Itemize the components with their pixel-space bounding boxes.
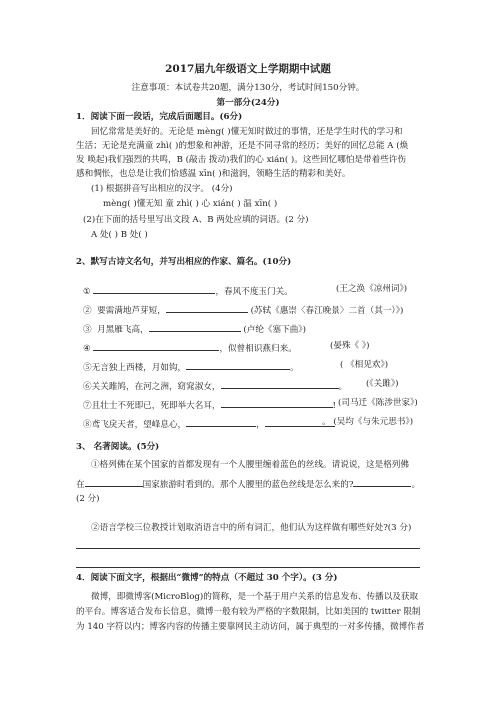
poem-source: (王之涣《凉州词》) xyxy=(336,284,408,294)
poem-text: 关关雎鸠，在河之洲，窈窕淑女， xyxy=(91,382,221,392)
q1-paragraph-line: 生活；无论是充满童 zhì( )的想象和神游，还是不同寻常的经历；美好的回忆总能 A (焕 xyxy=(76,141,409,151)
poem-source: (卢纶《塞下曲》) xyxy=(243,325,306,335)
item-number: ③ xyxy=(83,325,92,335)
q3-text: ①格列佛在某个国家的首都发现有一个人腰里缠着蓝色的丝线。请说说，这是格列佛 xyxy=(91,460,409,470)
poem-line xyxy=(83,322,306,336)
answer-line[interactable] xyxy=(76,548,420,549)
poem-source: 。 (吴均《与朱元思书》) xyxy=(322,417,414,427)
answer-blank[interactable] xyxy=(353,477,411,487)
q4-text: 的平台。博客适合发布长信息，微博一般有较为严格的字数限制，比如美国的 twitter 限制 xyxy=(76,607,421,617)
poem-source: ( 《相见欢》) xyxy=(340,360,389,370)
answer-blank[interactable] xyxy=(221,398,333,408)
poem-text: 且壮士不死即已，死即举大名耳， xyxy=(91,401,221,411)
poem-line xyxy=(83,398,336,412)
poem-text: ，似曾相识燕归来。 xyxy=(219,344,297,354)
q3-heading: 3、 名著阅读。(5分) xyxy=(76,442,160,452)
answer-blank[interactable] xyxy=(93,284,215,294)
poem-source: (晏殊《 》) xyxy=(330,341,370,351)
poem-source: (苏轼《惠崇〈春江晚景〉二首（其一）》) xyxy=(250,306,404,316)
q4-text: 微博，即微博客(MicroBlog)的简称，是一个基于用户关系的信息发布、传播以及获取 xyxy=(91,592,419,602)
item-number: ④ xyxy=(83,344,91,354)
q1-fill-blanks[interactable]: mèng( )懂无知 童 zhì( ) 心 xián( ) 温 xīn( ) xyxy=(103,199,278,209)
q3-text-part: 在 xyxy=(76,480,85,490)
q1-heading: 1．阅读下面一段话，完成后面题目。(6分) xyxy=(76,112,243,122)
poem-source: (司马迁《陈涉世家》) xyxy=(338,398,418,408)
poem-text: 月黑雁飞高， xyxy=(97,325,149,335)
poem-line xyxy=(83,379,347,393)
poem-line xyxy=(83,284,293,298)
poem-line xyxy=(83,360,299,374)
q1-paragraph-line: 发 唤起)我们强烈的共鸣，B (敲击 拨动)我们的心 xián( )。这些回忆哪怕是带着些许伤 xyxy=(76,155,406,165)
q3-text: ②语言学校三位教授计划取消语言中的所有词汇，他们认为这样做有哪些好处?(3 分) xyxy=(91,523,412,533)
q1-paragraph-line: 回忆常常是美好的。无论是 mèng( )懂无知时做过的事情，还是学生时代的学习和 xyxy=(91,127,403,137)
poem-line xyxy=(83,341,297,355)
item-number: ① xyxy=(83,287,91,297)
q3-text xyxy=(76,477,420,491)
q3-text-part: 国家旅游时看到的。那个人腰里的蓝色丝线是怎么来的? xyxy=(142,480,354,490)
poem-text: 鸢飞戾天者，望峰息心， xyxy=(91,420,187,430)
page-title: 2017届九年级语文上学期期中试题 xyxy=(165,63,331,75)
q1-subquestion: (2)在下面的括号里写出文段 A、B 两处应填的词语。(2 分) xyxy=(83,215,309,225)
answer-blank[interactable] xyxy=(186,417,256,427)
item-number: ⑤ xyxy=(83,363,92,373)
item-number: ⑧ xyxy=(83,420,92,430)
answer-blank[interactable] xyxy=(93,341,219,351)
poem-source: (《关雎》) xyxy=(366,379,399,389)
q2-heading: 2、默写古诗文名句，并写出相应的作家、篇名。(10分) xyxy=(76,257,292,267)
answer-blank[interactable] xyxy=(149,322,241,332)
answer-blank[interactable] xyxy=(166,303,248,313)
q1-subquestion: (1) 根据拼音写出相应的汉字。 (4分) xyxy=(91,184,233,194)
answer-blank[interactable] xyxy=(186,360,290,370)
q4-heading: 4．阅读下面文字，根据出“微博”的特点（不超过 30 个字）。(3 分) xyxy=(76,573,338,583)
poem-text: 要需满地芦芽短， xyxy=(97,306,166,316)
q4-text: 为 140 字符以内；博客内容的传播主要靠网民主动访问，属于典型的一对多传播，微博作者 xyxy=(76,622,425,632)
item-number: ⑥ xyxy=(83,382,92,392)
q3-text-part: 。 xyxy=(411,480,421,490)
poem-text: ，春风不度玉门关。 xyxy=(215,287,293,297)
q1-fill-blanks[interactable]: A 处( ) B 处( ) xyxy=(91,230,148,240)
poem-text: ， xyxy=(256,420,265,430)
part-heading: 第一部分(24分) xyxy=(216,98,280,108)
item-number: ⑦ xyxy=(83,401,92,411)
poem-text: ! xyxy=(332,401,336,411)
item-number: ② xyxy=(83,306,92,316)
poem-line xyxy=(83,417,335,431)
poem-line xyxy=(83,303,403,317)
answer-blank[interactable] xyxy=(85,477,143,487)
exam-notice: 注意事项：本试卷共20题，满分130分，考试时间150分钟。 xyxy=(131,83,365,93)
poem-text: 无言独上西楼，月如钩， xyxy=(91,363,187,373)
answer-blank[interactable] xyxy=(221,379,339,389)
answer-line[interactable] xyxy=(76,567,420,568)
q3-score: (2 分) xyxy=(76,494,100,504)
q1-paragraph-line: 感和惆怅，也总是让我们恰感温 xīn( )和滋润，领略生活的精彩和美好。 xyxy=(76,169,351,179)
poem-text: 。 xyxy=(290,363,299,373)
poem-text: 。 xyxy=(338,382,348,392)
